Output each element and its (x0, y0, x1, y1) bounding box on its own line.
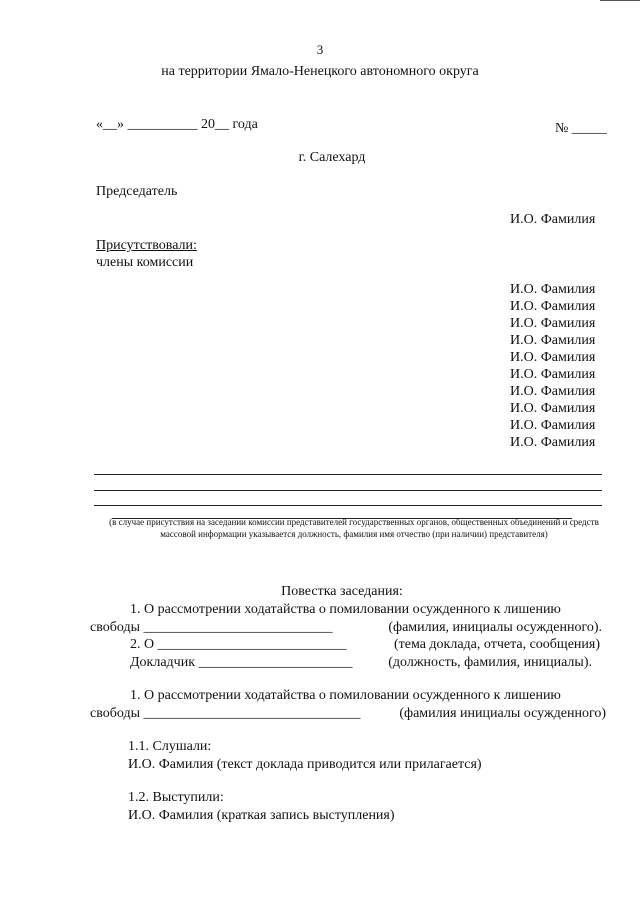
member-name: И.О. Фамилия (510, 384, 596, 399)
agenda-item-1-hint: (фамилия, инициалы осужденного). (388, 620, 602, 635)
present-label: Присутствовали: (96, 238, 197, 253)
chairman-label: Председатель (96, 184, 178, 199)
member-name: И.О. Фамилия (510, 282, 596, 297)
agenda-item-2-blank: 2. О ___________________________ (130, 637, 347, 652)
document-number-field: № _____ (555, 121, 607, 136)
spoke-text: И.О. Фамилия (краткая запись выступления) (128, 808, 395, 823)
section-1-blank: свободы _______________________________ (90, 706, 361, 721)
agenda-speaker (130, 655, 592, 671)
representatives-note: (в случае присутствия на заседании комиссии представителей государственных органов, общественных объединений и средств массовой информации указывается должность, фамилия имя отчество (при наличии) представителя) (109, 517, 599, 539)
member-name: И.О. Фамилия (510, 299, 596, 314)
corner-mark (600, 0, 640, 1)
date-field: «__» __________ 20__ года (96, 117, 258, 132)
member-name: И.О. Фамилия (510, 367, 596, 382)
members-label: члены комиссии (96, 255, 194, 270)
blank-line (94, 490, 602, 491)
member-name: И.О. Фамилия (510, 418, 596, 433)
speaker-blank: Докладчик ______________________ (130, 655, 353, 670)
member-name: И.О. Фамилия (510, 435, 596, 450)
city-label: г. Салехард (298, 150, 366, 165)
agenda-item-1-line2 (90, 620, 602, 636)
member-name: И.О. Фамилия (510, 401, 596, 416)
heard-label: 1.1. Слушали: (128, 739, 212, 754)
speaker-hint: (должность, фамилия, инициалы). (388, 655, 592, 670)
member-name: И.О. Фамилия (510, 333, 596, 348)
heard-text: И.О. Фамилия (текст доклада приводится или прилагается) (128, 757, 482, 772)
agenda-item-2 (130, 637, 600, 653)
agenda-item-2-hint: (тема доклада, отчета, сообщения) (393, 637, 600, 652)
section-1-line2 (90, 706, 606, 722)
member-list (510, 281, 595, 451)
member-name: И.О. Фамилия (510, 350, 596, 365)
section-1-hint: (фамилия инициалы осужденного) (399, 706, 606, 721)
section-1-line1: 1. О рассмотрении ходатайства о помиловании осужденного к лишению (130, 688, 561, 703)
page-number: 3 (316, 42, 324, 57)
agenda-item-1-blank: свободы ___________________________ (90, 620, 333, 635)
agenda-item-1-line1: 1. О рассмотрении ходатайства о помиловании осужденного к лишению (130, 602, 561, 617)
member-name: И.О. Фамилия (510, 316, 596, 331)
agenda-title: Повестка заседания: (281, 584, 403, 599)
spoke-label: 1.2. Выступили: (128, 790, 224, 805)
blank-line (94, 474, 602, 475)
document-header: на территории Ямало-Ненецкого автономного округа (161, 64, 479, 79)
blank-line (94, 505, 602, 506)
chairman-name: И.О. Фамилия (510, 212, 596, 227)
